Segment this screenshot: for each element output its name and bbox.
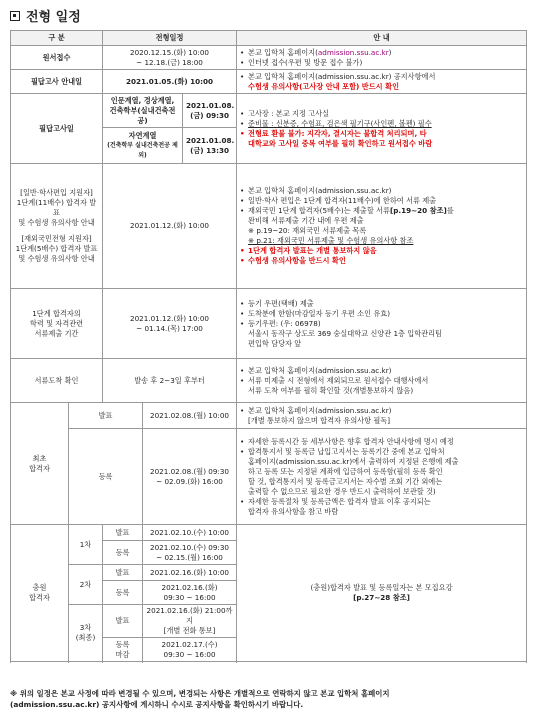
footnote	[10, 688, 526, 710]
wait-3-ann-time: 2021.02.16.(화) 21:00까지	[146, 606, 233, 625]
note-final-ann-1: • 본교 입학처 홈페이지(admission.ssu.ac.kr)	[240, 406, 523, 416]
wait-3-l1: 3차	[79, 623, 92, 632]
exam-date-humanities-1: 2021.01.08.	[186, 100, 235, 110]
wait-3-reg-day: 2021.02.17.(수)	[161, 639, 218, 649]
note-docs-1: • 등기 우편(택배) 제출	[240, 299, 523, 309]
exam-group-humanities-1: 인문계열, 경상계열,	[110, 95, 175, 105]
footnote-line-1: ※ 위의 일정은 본교 사정에 따라 변경될 수 있으며, 변경되는 사항은 개별적으로 연락하지 않고 본교 입학처 홈페이지	[10, 689, 390, 698]
first-l6: 및 수험생 유의사항 안내	[18, 254, 95, 263]
note-exam-3: • 전형료 환불 불가: 지각자, 결시자는 불합격 처리되며, 타	[240, 129, 523, 139]
row-arrival	[11, 359, 527, 403]
wait-3-reg-l2: 마감	[115, 649, 130, 659]
docs-l1: 1단계 합격자의	[32, 308, 81, 318]
wait-1-announce-date: 2021.02.10.(수) 10:00	[143, 525, 237, 541]
note-exam-notice-1: • 본교 입학처 홈페이지(admission.ssu.ac.kr) 공지사항에서	[240, 72, 523, 82]
wait-3-l2: (최종)	[75, 633, 96, 642]
exam-date-humanities-2: (금) 09:30	[190, 110, 229, 120]
header-category: 구 분	[11, 31, 103, 46]
wait-round-3	[69, 605, 103, 662]
exam-group-science-1: 자연계열	[128, 130, 157, 140]
wait-2-register-date	[143, 581, 237, 605]
note-arrival-1: • 본교 입학처 홈페이지(admission.ssu.ac.kr)	[240, 366, 523, 376]
wait-1-register: 등록	[103, 541, 143, 565]
date-docs-end: ~ 01.14.(목) 17:00	[136, 323, 203, 333]
note-docs-5: 편입학 담당자 앞	[248, 338, 302, 348]
label-first-stage	[11, 164, 103, 289]
label-final	[11, 403, 69, 525]
note-exam-1: • 고사장 : 본교 지정 고사실	[240, 109, 523, 119]
first-l1: [일반·학사편입 지원자]	[20, 188, 93, 197]
wait-1-reg-end: ~ 02.15.(월) 16:00	[156, 552, 223, 562]
date-exam-notice: 2021.01.05.(화) 10:00	[103, 70, 237, 94]
first-l3: 및 수험생 유의사항 안내	[18, 218, 95, 227]
docs-l2: 학력 및 자격관련	[29, 318, 84, 328]
title-text: 전형 일정	[26, 10, 81, 25]
exam-date-science	[183, 128, 237, 164]
wait-3-announce: 발표	[103, 605, 143, 638]
note-first-3: • 재외국민 1단계 합격자(5배수)는 제출할 서류[p.19~20 참조]를	[240, 206, 523, 216]
header-schedule: 전형일정	[103, 31, 237, 46]
note-final-reg-1: • 자세한 등록시간 등 세부사항은 향후 합격자 안내사항에 명시 예정	[240, 437, 523, 447]
exam-date-humanities	[183, 94, 237, 128]
exam-group-humanities	[103, 94, 183, 128]
note-first-3b: 완비해 서류제출 기간 내에 우편 제출	[248, 216, 364, 225]
note-final-reg-2: • 합격통지서 및 등록금 납입고지서는 등록기간 중에 본교 입학처	[240, 447, 523, 457]
note-final-reg-6: 출력할 수 없으므로 필요한 경우 반드시 출력하여 보관할 것)	[248, 486, 436, 496]
wait-2-reg-time: 09:30 ~ 16:00	[163, 592, 216, 602]
exam-group-humanities-2: 건축학부(실내건축전공)	[109, 105, 176, 125]
wait-3-ann-note: [개별 전화 통보]	[163, 626, 216, 635]
first-l2: 1단계(11배수) 합격자 발표	[16, 198, 97, 217]
label-apply: 원서접수	[11, 46, 103, 70]
wait-1-register-date	[143, 541, 237, 565]
label-exam: 필답고사일	[11, 94, 103, 164]
note-wait-1: (충원)합격자 발표 및 등록일자는 본 모집요강	[310, 583, 453, 592]
footnote-line-2: (admission.ssu.ac.kr) 공지사항에 게시하니 수시로 공지사항을 확인하시기 바랍니다.	[10, 700, 304, 709]
notes-final-announce	[237, 403, 527, 429]
note-docs-2: • 도착분에 한함(마감일자 등기 우편 소인 유효)	[240, 309, 523, 319]
label-docs	[11, 289, 103, 359]
final-reg-start: 2021.02.08.(월) 09:30	[150, 466, 230, 476]
note-exam-4: 대학교와 고사일 중복 여부를 필히 확인하고 원서접수 바람	[248, 138, 433, 148]
note-first-4: ※ p.19~20: 재외국민 서류제출 목록	[248, 226, 367, 235]
note-arrival-2: • 서류 미제출 시 전형에서 제외되므로 원서접수 대행사에서	[240, 376, 523, 386]
note-first-5: ※ p.21: 재외국민 서류제출 및 수험생 유의사항 참조	[248, 236, 414, 245]
header-guide: 안 내	[237, 31, 527, 46]
note-final-reg-3: 홈페이지(admission.ssu.ac.kr)에서 출력하여 지정된 은행에 제출	[248, 456, 459, 466]
wait-3-register	[103, 638, 143, 662]
note-final-reg-5: 할 것, 합격통지서 및 등록금고지서는 자수별 조회 기간 외에는	[248, 476, 443, 486]
label-exam-notice: 필답고사 안내일	[11, 70, 103, 94]
notes-first-stage	[237, 164, 527, 289]
first-l4: [재외국민전형 지원자]	[21, 234, 92, 243]
notes-waitlist	[237, 525, 527, 662]
row-first-stage	[11, 164, 527, 289]
notes-final-register	[237, 429, 527, 525]
note-apply-2: • 인터넷 접수(우편 및 방문 접수 불가)	[240, 58, 523, 68]
wait-round-2: 2차	[69, 565, 103, 605]
note-first-1: • 본교 입학처 홈페이지(admission.ssu.ac.kr)	[240, 186, 523, 196]
wait-3-reg-time: 09:30 ~ 16:00	[163, 649, 216, 659]
wait-2-register: 등록	[103, 581, 143, 605]
first-l5: 1단계(5배수) 합격자 발표	[15, 244, 98, 253]
wait-2-announce: 발표	[103, 565, 143, 581]
exam-group-science-2: (건축학부 실내건축전공 제외)	[107, 141, 178, 159]
wait-l1: 충원	[32, 583, 47, 592]
final-register-label: 등록	[69, 429, 143, 525]
wait-1-announce: 발표	[103, 525, 143, 541]
note-final-reg-8: 합격자 유의사항을 참고 바람	[248, 506, 339, 516]
date-apply-end: ~ 12.18.(금) 18:00	[136, 57, 203, 67]
note-first-2: • 일반·학사 편입은 1단계 합격자(11배수)에 한하여 서류 제출	[240, 196, 523, 206]
wait-round-1: 1차	[69, 525, 103, 565]
row-wait-1a	[11, 525, 527, 541]
notes-docs	[237, 289, 527, 359]
row-exam-1	[11, 94, 527, 128]
note-docs-4: 서울시 동작구 상도로 369 숭실대학교 신양관 1층 입학관리팀	[248, 328, 442, 338]
row-final-announce	[11, 403, 527, 429]
final-l1: 최초	[32, 453, 47, 463]
exam-date-science-1: 2021.01.08.	[186, 135, 235, 145]
final-register-date	[143, 429, 237, 525]
note-wait-2: [p.27~28 참조]	[353, 593, 410, 602]
final-l2: 합격자	[29, 463, 50, 473]
note-apply-1: • 본교 입학처 홈페이지(admission.ssu.ac.kr)	[240, 48, 523, 58]
note-first-6: • 1단계 합격자 발표는 개별 통보하지 않음	[240, 246, 523, 256]
notes-exam	[237, 94, 527, 164]
wait-1-reg-start: 2021.02.10.(수) 09:30	[150, 542, 230, 552]
section-title	[10, 6, 81, 25]
label-arrival: 서류도착 확인	[11, 359, 103, 403]
date-first-stage: 2021.01.12.(화) 10:00	[103, 164, 237, 289]
row-exam-notice	[11, 70, 527, 94]
notes-apply	[237, 46, 527, 70]
exam-date-science-2: (금) 13:30	[190, 145, 229, 155]
note-final-reg-4: 하고 등록 또는 지정된 계좌에 입금하여 등록함(필히 등록 확인	[248, 466, 443, 476]
final-announce-date: 2021.02.08.(월) 10:00	[143, 403, 237, 429]
date-apply	[103, 46, 237, 70]
note-exam-2: • 준비물 : 신분증, 수험표, 검은색 필기구(사인펜, 볼펜) 필수	[240, 119, 523, 129]
wait-2-announce-date: 2021.02.16.(화) 10:00	[143, 565, 237, 581]
note-arrival-3: 서류 도착 여부를 필히 확인할 것(개별통보하지 않음)	[248, 385, 414, 395]
admission-link[interactable]: admission.ssu.ac.kr	[317, 47, 389, 57]
square-bullet-icon	[10, 11, 20, 21]
wait-3-reg-l1: 등록	[115, 639, 130, 649]
wait-2-reg-day: 2021.02.16.(화)	[161, 582, 218, 592]
wait-3-announce-date	[143, 605, 237, 638]
row-apply	[11, 46, 527, 70]
notes-arrival	[237, 359, 527, 403]
date-apply-start: 2020.12.15.(화) 10:00	[130, 47, 210, 57]
docs-l3: 서류제출 기간	[34, 328, 79, 338]
wait-l2: 합격자	[29, 593, 50, 602]
schedule-table	[10, 30, 527, 662]
label-waitlist	[11, 525, 69, 662]
date-arrival: 발송 후 2~3일 후부터	[103, 359, 237, 403]
wait-3-register-date	[143, 638, 237, 662]
note-exam-notice-2: 수험생 유의사항(고사장 안내 포함) 반드시 확인	[248, 81, 400, 91]
date-docs-start: 2021.01.12.(화) 10:00	[130, 313, 210, 323]
final-announce-label: 발표	[69, 403, 143, 429]
note-final-reg-7: • 자세한 등록절차 및 등록금액은 합격자 발표 이후 공지되는	[240, 497, 523, 507]
exam-group-science	[103, 128, 183, 164]
note-final-ann-2: [개별 통보하지 않으며 합격자 유의사항 필독]	[248, 415, 391, 425]
header-row	[11, 31, 527, 46]
row-docs	[11, 289, 527, 359]
note-first-7: • 수험생 유의사항을 반드시 확인	[240, 256, 523, 266]
note-docs-3: • 등기우편: (우: 06978)	[240, 319, 523, 329]
notes-exam-notice	[237, 70, 527, 94]
row-final-register	[11, 429, 527, 525]
final-reg-end: ~ 02.09.(화) 16:00	[156, 476, 223, 486]
date-docs	[103, 289, 237, 359]
